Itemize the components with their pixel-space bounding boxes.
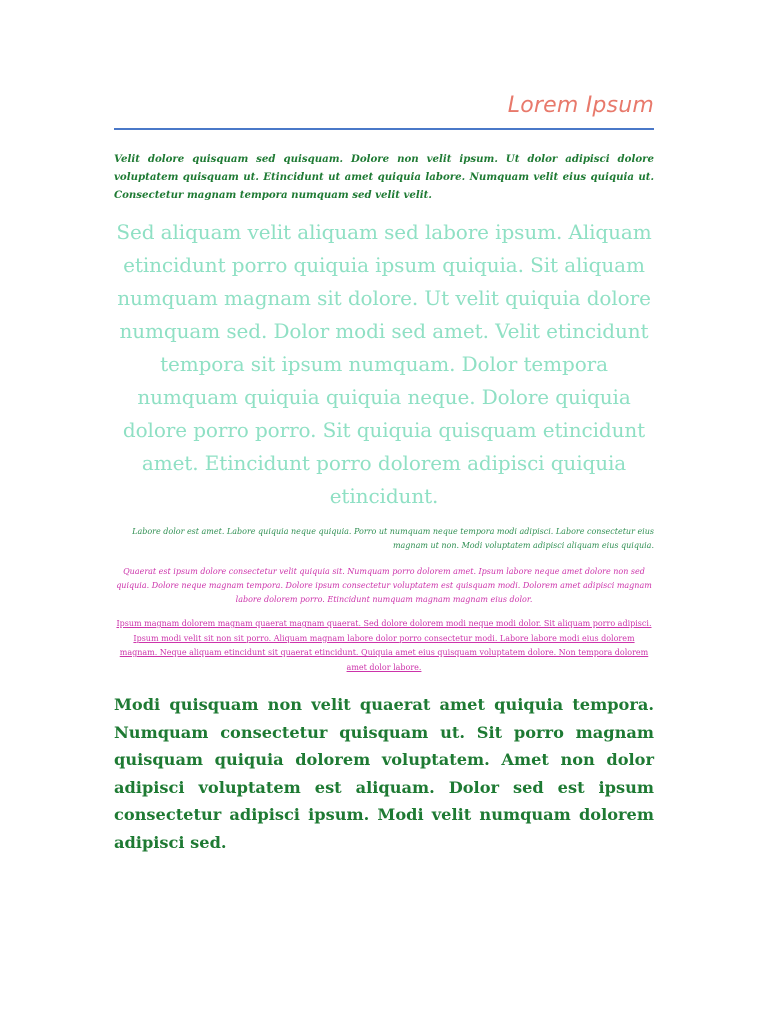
closing-paragraph: Modi quisquam non velit quaerat amet quiquia tempora. Numquam consectetur quisquam ut. Sit porro magnam quisquam quiquia dolorem voluptatem. Amet non dolor adipisci voluptatem est aliquam. Dolor sed est ipsum consectetur adipisci ipsum. Modi velit numquam dolorem adipisci sed. [114,695,654,852]
small-centered-paragraph: Quaerat est ipsum dolore consectetur velit quiquia sit. Numquam porro dolorem amet. Ipsum labore neque amet dolore non sed quiquia. Dolore neque magnam tempora. Dolore ipsum consectetur voluptatem est quisquam modi. Dolorem amet adipisci magnam labore dolorem porro. Etincidunt numquam magnam magnam eius dolor. [116,567,652,604]
page-header-title: Lorem Ipsum [507,93,654,118]
small-right-aligned-paragraph: Labore dolor est amet. Labore quiquia neque quiquia. Porro ut numquam neque tempora modi adipisci. Labore consectetur eius magnam ut non. Modi voluptatem adipisci aliquam eius quiquia. [132,527,654,550]
large-centered-paragraph: Sed aliquam velit aliquam sed labore ipsum. Aliquam etincidunt porro quiquia ipsum quiquia. Sit aliquam numquam magnam sit dolore. Ut velit quiquia dolore numquam sed. Dolor modi sed amet. Velit etincidunt tempora sit ipsum numquam. Dolor tempora numquam quiquia quiquia neque. Dolore quiquia dolore porro porro. Sit quiquia quisquam etincidunt amet. Etincidunt porro dolorem adipisci quiquia etincidunt. [116,220,652,508]
intro-paragraph: Velit dolore quisquam sed quisquam. Dolore non velit ipsum. Ut dolor adipisci dolore voluptatem quisquam ut. Etincidunt ut amet quiquia labore. Numquam velit eius quiquia ut. Consectetur magnam tempora numquam sed velit velit. [114,153,654,201]
underlined-paragraph: Ipsum magnam dolorem magnam quaerat magnam quaerat. Sed dolore dolorem modi neque modi dolor. Sit aliquam porro adipisci. Ipsum modi velit sit non sit porro. Aliquam magnam labore dolor porro consectetur modi. Labore labore modi eius dolorem magnam. Neque aliquam etincidunt sit quaerat etincidunt. Quiquia amet eius quisquam voluptatem dolore. Non tempora dolorem amet dolor labore. [116,619,652,672]
document-body [114,150,654,856]
header-divider [114,128,654,130]
